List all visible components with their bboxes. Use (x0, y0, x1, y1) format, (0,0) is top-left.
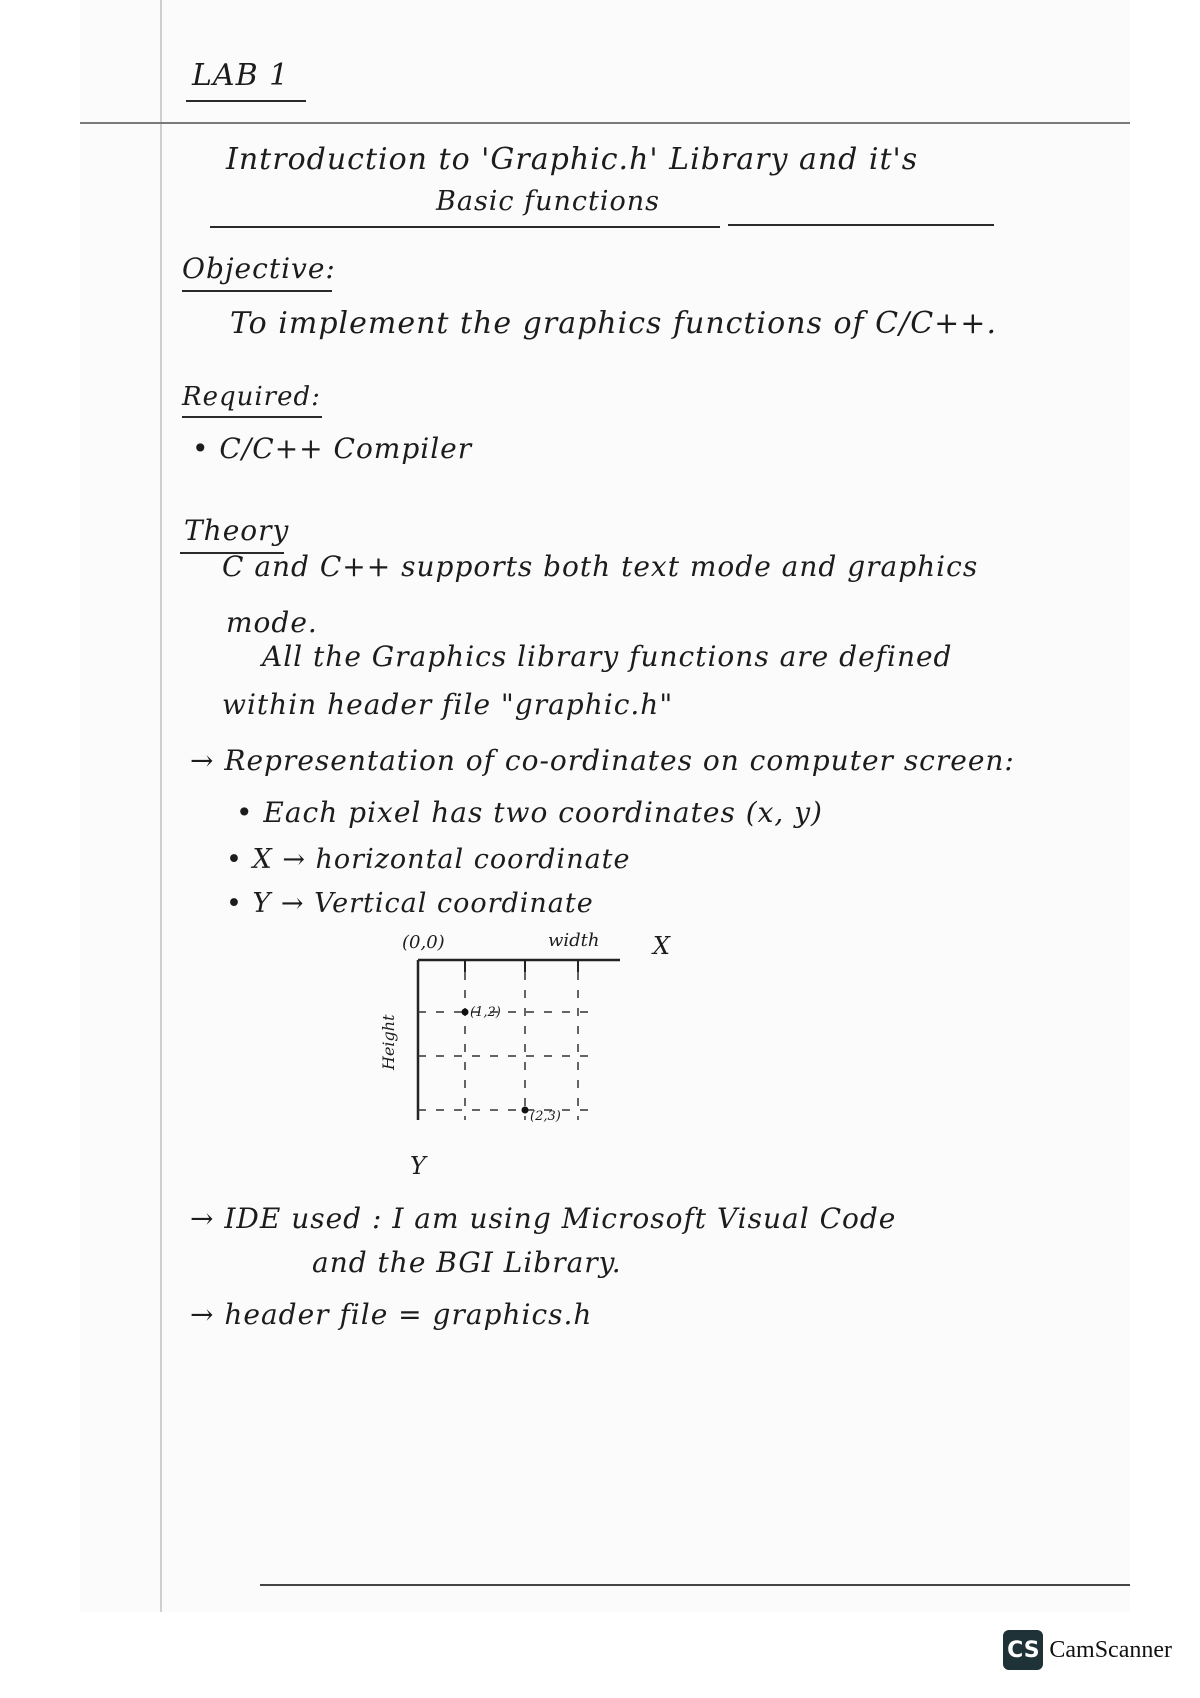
objective-underline (182, 290, 332, 292)
objective-label: Objective: (182, 252, 336, 285)
camscanner-logo-icon: CS (1003, 1630, 1043, 1670)
theory-line-3: All the Graphics library functions are defined (262, 640, 953, 673)
representation-heading: → Representation of co-ordinates on computer screen: (190, 744, 1015, 777)
width-label: width (548, 930, 600, 951)
ide-line-2: and the BGI Library. (312, 1246, 622, 1279)
representation-bullet-2: • X → horizontal coordinate (226, 844, 631, 875)
camscanner-badge (1003, 1630, 1172, 1670)
required-label: Required: (182, 382, 321, 412)
x-axis-label: X (652, 932, 670, 960)
top-rule (80, 122, 1130, 124)
height-label: Height (380, 1014, 398, 1070)
heading-underline-right (728, 224, 994, 226)
point-2-marker (522, 1107, 529, 1114)
required-item: • C/C++ Compiler (192, 432, 473, 465)
theory-line-2: mode. (226, 606, 318, 639)
origin-label: (0,0) (402, 932, 445, 953)
heading-underline-left (210, 226, 720, 228)
theory-line-1: C and C++ supports both text mode and graphics (222, 550, 979, 583)
point-1-marker (462, 1009, 469, 1016)
representation-bullet-3: • Y → Vertical coordinate (226, 888, 594, 919)
camscanner-name: CamScanner (1049, 1636, 1172, 1663)
heading-line-1: Introduction to 'Graphic.h' Library and it's (226, 142, 919, 177)
header-file-line: → header file = graphics.h (190, 1298, 593, 1331)
coordinate-diagram (380, 920, 680, 1180)
point-1-label: (1,2) (470, 1005, 501, 1020)
theory-label: Theory (184, 514, 290, 547)
grid-lines (418, 972, 595, 1120)
heading-line-2: Basic functions (436, 186, 661, 217)
theory-line-4: within header file "graphic.h" (222, 688, 674, 721)
representation-bullet-1: • Each pixel has two coordinates (x, y) (236, 796, 823, 829)
required-underline (182, 416, 322, 418)
margin-line (160, 0, 162, 1612)
lab-title: LAB 1 (192, 58, 290, 93)
objective-text: To implement the graphics functions of C/C++. (230, 306, 997, 341)
ide-line-1: → IDE used : I am using Microsoft Visual Code (190, 1202, 897, 1235)
lab-title-underline (186, 100, 306, 102)
bottom-rule (260, 1584, 1130, 1586)
y-axis-label: Y (410, 1152, 426, 1180)
point-2-label: (2,3) (530, 1109, 561, 1124)
